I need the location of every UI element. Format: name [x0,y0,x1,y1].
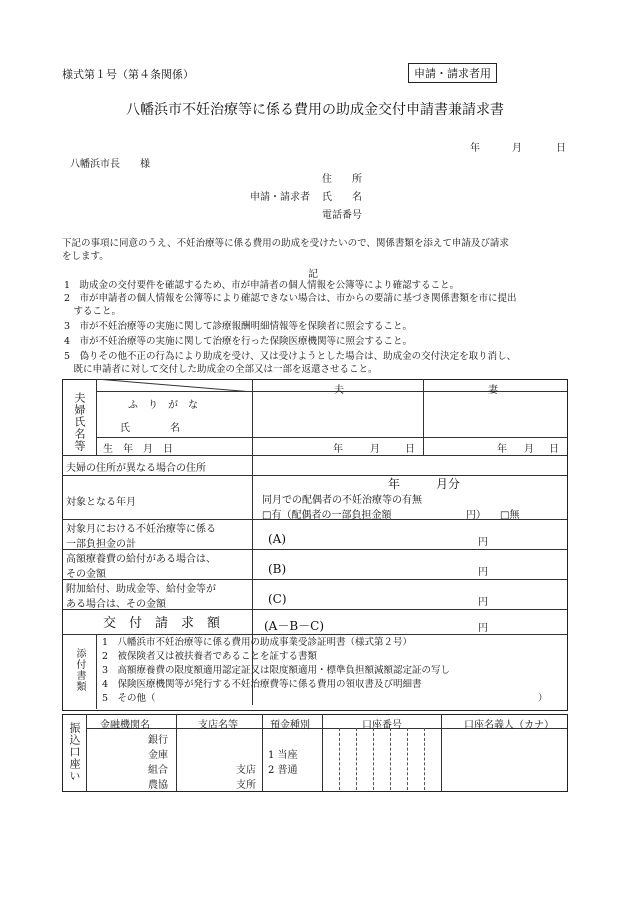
attachment-close-paren: ） [538,693,548,704]
option-yes-yen: 円） [466,510,486,521]
high-cost-label: その金額 [66,569,106,580]
extra-benefit-label: ある場合は、その金額 [66,599,166,610]
bank-type: 農協 [148,780,168,791]
year-month-label: 年 月分 [388,477,461,491]
option-no[interactable]: □無 [500,510,520,521]
attachment-item: 3 高額療養費の限度額適用認定証又は限度額適用・標準負担額減額認定証の写し [102,665,451,676]
intro-line-2: をします。 [62,251,109,262]
deposit-type: 1 当座 [268,750,298,761]
consent-item: 既に申請者に対して交付した助成金の全部又は一部を返還させること。 [64,364,378,375]
wife-header: 妻 [488,385,498,396]
furigana-label: ふ り が な [128,400,198,411]
consent-item: 3 市が不妊治療等の実施に関して診療報酬明細情報等を保険者に照会すること。 [64,321,413,332]
diagonal-line [96,379,253,392]
wife-birth-month: 月 [524,444,534,455]
account-number-header: 口座番号 [362,720,402,731]
branch-header: 支店名等 [198,720,238,731]
different-address-label: 夫婦の住所が異なる場合の住所 [66,463,206,474]
address-label: 住 所 [322,174,362,185]
branch-type: 支店 [236,765,256,776]
couple-label: 夫婦氏名等 [73,392,86,452]
bank-section-label: 振込口座い [68,722,81,782]
bank-type: 銀行 [148,735,168,746]
claim-amount-code: (A－B－C) [264,619,325,633]
target-month-label: 対象となる年月 [66,497,136,508]
deposit-type-header: 預金種別 [270,720,310,731]
claim-amount-yen: 円 [478,623,488,634]
consent-item: 1 助成金の交付要件を確認するため、市が申請者の個人情報を公簿等により確認すること。 [64,280,460,291]
name-row-label: 氏 名 [120,423,180,434]
attachments-label: 添付書類 [74,648,85,692]
bank-name-header: 金融機関名 [100,720,150,731]
husband-birth-year: 年 [333,444,343,455]
date-year: 年 [470,143,480,154]
applicant-role-label: 申請・請求者 [250,192,310,203]
attachment-item: 1 八幡浜市不妊治療等に係る費用の助成事業受診証明書（様式第２号） [102,637,413,648]
claim-amount-label: 交 付 請 求 額 [103,616,221,631]
intro-line-1: 下記の事項に同意のうえ、不妊治療等に係る費用の助成を受けたいので、関係書類を添えて申請及び請求 [62,238,509,249]
name-label: 氏 名 [322,192,362,203]
form-number: 様式第１号（第４条関係） [62,68,194,81]
copay-label: 一部負担金の計 [66,539,136,550]
addressee: 八幡浜市長 様 [70,159,150,170]
consent-item: 2 市が申請者の個人情報を公簿等により確認できない場合は、市からの要請に基づき関係書類を市に提出 [64,293,517,304]
page-title: 八幡浜市不妊治療等に係る費用の助成金交付申請書兼請求書 [126,102,504,118]
consent-item: すること。 [64,306,122,317]
date-day: 日 [556,143,566,154]
attachment-item: 5 その他（ [102,693,156,704]
extra-benefit-yen: 円 [478,597,488,608]
option-yes[interactable]: □有（配偶者の一部負担金額 [262,510,392,521]
wife-birth-year: 年 [497,444,507,455]
husband-birth-month: 月 [370,444,380,455]
consent-item: 4 市が不妊治療等の実施に関して治療を行った保険医療機関等に照会すること。 [64,336,413,347]
branch-type: 支所 [236,780,256,791]
copay-code: (A) [268,532,287,546]
extra-benefit-label: 附加給付、助成金等、給付金等が [66,584,216,595]
extra-benefit-code: (C) [268,592,287,606]
husband-birth-day: 日 [405,444,415,455]
date-month: 月 [512,143,522,154]
attachment-item: 4 保険医療機関等が発行する不妊治療費等に係る費用の領収書及び明細書 [102,679,422,690]
high-cost-label: 高額療養費の給付がある場合は、 [66,554,216,565]
wife-birth-day: 日 [549,444,559,455]
phone-label: 電話番号 [322,210,362,221]
birthdate-label: 生 年 月 日 [103,444,173,455]
copay-label: 対象月における不妊治療等に係る [66,524,216,535]
deposit-type: 2 普通 [268,765,298,776]
same-month-question: 同月での配偶者の不妊治療等の有無 [262,495,422,506]
ki-label: 記 [308,269,318,280]
account-holder-header: 口座名義人（カナ） [464,720,554,731]
bank-type: 金庫 [148,750,168,761]
attachment-item: 2 被保険者又は被扶養者であることを証する書類 [102,651,318,662]
consent-item: 5 偽りその他不正の行為により助成を受け、又は受けようとした場合は、助成金の交付決定を取り消し、 [64,351,517,362]
husband-header: 夫 [334,385,344,396]
applicant-copy-label: 申請・請求者用 [408,63,497,83]
bank-type: 組合 [148,765,168,776]
high-cost-yen: 円 [478,567,488,578]
copay-yen: 円 [478,537,488,548]
high-cost-code: (B) [268,562,287,576]
